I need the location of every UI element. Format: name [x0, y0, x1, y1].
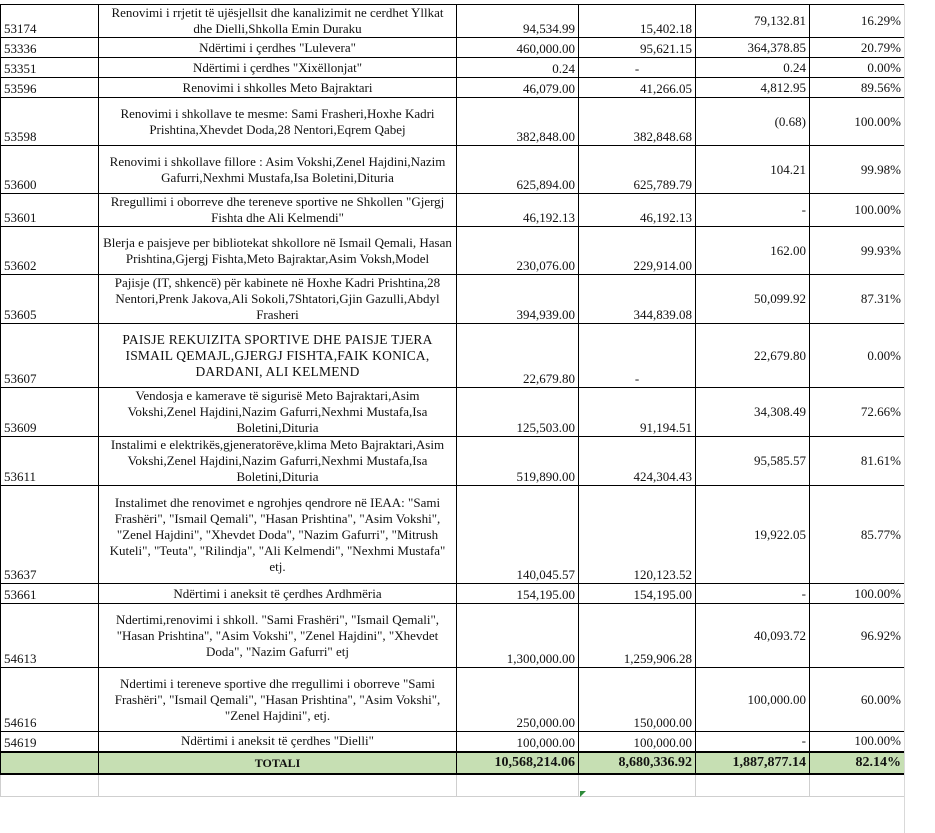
- empty-cell[interactable]: [696, 774, 810, 797]
- project-code-cell[interactable]: 53351: [1, 58, 99, 78]
- empty-cell[interactable]: [1, 774, 99, 797]
- budget-amount-cell[interactable]: 625,894.00: [457, 146, 579, 194]
- execution-percent-cell[interactable]: 20.79%: [810, 38, 905, 58]
- total-row: [1, 752, 905, 774]
- table-row: [1, 275, 905, 324]
- spent-amount-cell[interactable]: 154,195.00: [579, 584, 696, 604]
- budget-amount-cell[interactable]: 394,939.00: [457, 275, 579, 324]
- table-row: [1, 486, 905, 584]
- execution-percent-cell[interactable]: 60.00%: [810, 668, 905, 732]
- execution-percent-cell[interactable]: 100.00%: [810, 194, 905, 227]
- spent-amount-cell[interactable]: 91,194.51: [579, 388, 696, 437]
- project-code-cell[interactable]: 53601: [1, 194, 99, 227]
- total-spent-cell[interactable]: 8,680,336.92: [579, 752, 696, 774]
- project-code-cell[interactable]: 53600: [1, 146, 99, 194]
- total-percent-cell[interactable]: 82.14%: [810, 752, 905, 774]
- spent-amount-cell[interactable]: 15,402.18: [579, 5, 696, 38]
- project-description-cell[interactable]: Instalimi e elektrikës,gjeneratorëve,klima Meto Bajraktari,Asim Vokshi,Zenel Hajdini,Nazim Gafurri,Nexhmi Mustafa,Isa Boletini,Dituria: [99, 437, 457, 486]
- difference-amount-cell[interactable]: 100,000.00: [696, 668, 810, 732]
- spent-amount-cell[interactable]: 46,192.13: [579, 194, 696, 227]
- difference-amount-cell[interactable]: 95,585.57: [696, 437, 810, 486]
- project-description-cell[interactable]: Ndërtimi i aneksit të çerdhes "Dielli": [99, 732, 457, 752]
- project-code-cell[interactable]: 53611: [1, 437, 99, 486]
- spent-amount-cell[interactable]: 344,839.08: [579, 275, 696, 324]
- total-code-cell[interactable]: [1, 752, 99, 774]
- project-description-cell[interactable]: Renovimi i shkollave te mesme: Sami Frasheri,Hoxhe Kadri Prishtina,Xhevdet Doda,28 Nentori,Eqrem Qabej: [99, 98, 457, 146]
- project-description-cell[interactable]: Ndërtimi i çerdhes "Xixëllonjat": [99, 58, 457, 78]
- project-description-cell[interactable]: Rregullimi i oborreve dhe tereneve sportive ne Shkollen "Gjergj Fishta dhe Ali Kelmendi": [99, 194, 457, 227]
- execution-percent-cell[interactable]: 85.77%: [810, 486, 905, 584]
- project-description-cell[interactable]: Renovimi i shkollave fillore : Asim Vokshi,Zenel Hajdini,Nazim Gafurri,Nexhmi Mustafa,Isa Boletini,Dituria: [99, 146, 457, 194]
- error-indicator-marker: [580, 791, 586, 797]
- difference-amount-cell[interactable]: 79,132.81: [696, 5, 810, 38]
- project-code-cell[interactable]: 53637: [1, 486, 99, 584]
- execution-percent-cell[interactable]: 100.00%: [810, 98, 905, 146]
- difference-amount-cell[interactable]: 19,922.05: [696, 486, 810, 584]
- project-description-cell[interactable]: Blerja e paisjeve per bibliotekat shkollore në Ismail Qemali, Hasan Prishtina,Gjergj Fishta,Meto Bajraktar,Asim Voksh,Model: [99, 227, 457, 275]
- table-row: [1, 324, 905, 388]
- budget-amount-cell[interactable]: 46,192.13: [457, 194, 579, 227]
- difference-amount-cell[interactable]: 364,378.85: [696, 38, 810, 58]
- project-code-cell[interactable]: 54619: [1, 732, 99, 752]
- empty-cell[interactable]: [99, 774, 457, 797]
- empty-cell[interactable]: [579, 774, 696, 797]
- table-row: [1, 437, 905, 486]
- difference-amount-cell[interactable]: 22,679.80: [696, 324, 810, 388]
- table-row: [1, 668, 905, 732]
- execution-percent-cell[interactable]: 89.56%: [810, 78, 905, 98]
- execution-percent-cell[interactable]: 99.93%: [810, 227, 905, 275]
- table-row: [1, 388, 905, 437]
- budget-amount-cell[interactable]: 230,076.00: [457, 227, 579, 275]
- spent-amount-cell[interactable]: 95,621.15: [579, 38, 696, 58]
- project-code-cell[interactable]: 53336: [1, 38, 99, 58]
- table-row: [1, 38, 905, 58]
- spent-amount-cell[interactable]: -: [579, 324, 696, 388]
- budget-amount-cell[interactable]: 1,300,000.00: [457, 604, 579, 668]
- execution-percent-cell[interactable]: 96.92%: [810, 604, 905, 668]
- budget-amount-cell[interactable]: 100,000.00: [457, 732, 579, 752]
- project-description-cell[interactable]: Ndertimi,renovimi i shkoll. "Sami Frashëri", "Ismail Qemali", "Hasan Prishtina", "Asim Vokshi", "Zenel Hajdini", "Xhevdet Doda", "Nazim Gafurri" etj: [99, 604, 457, 668]
- spent-amount-cell[interactable]: 229,914.00: [579, 227, 696, 275]
- empty-cell[interactable]: [457, 774, 579, 797]
- budget-amount-cell[interactable]: 94,534.99: [457, 5, 579, 38]
- table-row: [1, 146, 905, 194]
- table-row: [1, 604, 905, 668]
- spent-amount-cell[interactable]: 625,789.79: [579, 146, 696, 194]
- budget-amount-cell[interactable]: 22,679.80: [457, 324, 579, 388]
- project-description-cell[interactable]: Renovimi i rrjetit të ujësjellsit dhe kanalizimit ne cerdhet Yllkat dhe Dielli,Shkolla Emin Duraku: [99, 5, 457, 38]
- spent-amount-cell[interactable]: 424,304.43: [579, 437, 696, 486]
- project-description-cell[interactable]: Ndërtimi i çerdhes "Lulevera": [99, 38, 457, 58]
- difference-amount-cell[interactable]: -: [696, 584, 810, 604]
- execution-percent-cell[interactable]: 0.00%: [810, 324, 905, 388]
- empty-row: [1, 774, 905, 797]
- difference-amount-cell[interactable]: 50,099.92: [696, 275, 810, 324]
- difference-amount-cell[interactable]: 162.00: [696, 227, 810, 275]
- execution-percent-cell[interactable]: 16.29%: [810, 5, 905, 38]
- project-code-cell[interactable]: 53602: [1, 227, 99, 275]
- project-description-cell[interactable]: Renovimi i shkolles Meto Bajraktari: [99, 78, 457, 98]
- table-row: [1, 58, 905, 78]
- table-row: [1, 98, 905, 146]
- project-description-cell[interactable]: Pajisje (IT, shkencë) për kabinete në Hoxhe Kadri Prishtina,28 Nentori,Prenk Jakova,Ali Sokoli,7Shtatori,Gjin Gazulli,Abdyl Frasheri: [99, 275, 457, 324]
- difference-amount-cell[interactable]: 34,308.49: [696, 388, 810, 437]
- budget-amount-cell[interactable]: 140,045.57: [457, 486, 579, 584]
- project-code-cell[interactable]: 54616: [1, 668, 99, 732]
- difference-amount-cell[interactable]: 104.21: [696, 146, 810, 194]
- total-difference-cell[interactable]: 1,887,877.14: [696, 752, 810, 774]
- budget-amount-cell[interactable]: 382,848.00: [457, 98, 579, 146]
- difference-amount-cell[interactable]: (0.68): [696, 98, 810, 146]
- table-row: [1, 732, 905, 752]
- execution-percent-cell[interactable]: 72.66%: [810, 388, 905, 437]
- total-label-cell[interactable]: TOTALI: [99, 752, 457, 774]
- project-code-cell[interactable]: 53174: [1, 5, 99, 38]
- budget-amount-cell[interactable]: 519,890.00: [457, 437, 579, 486]
- project-code-cell[interactable]: 53598: [1, 98, 99, 146]
- budget-amount-cell[interactable]: 125,503.00: [457, 388, 579, 437]
- difference-amount-cell[interactable]: -: [696, 732, 810, 752]
- execution-percent-cell[interactable]: 100.00%: [810, 584, 905, 604]
- project-code-cell[interactable]: 53596: [1, 78, 99, 98]
- difference-amount-cell[interactable]: 40,093.72: [696, 604, 810, 668]
- table-row: [1, 78, 905, 98]
- project-description-cell[interactable]: Ndërtimi i aneksit të çerdhes Ardhmëria: [99, 584, 457, 604]
- project-code-cell[interactable]: 53607: [1, 324, 99, 388]
- budget-amount-cell[interactable]: 0.24: [457, 58, 579, 78]
- spent-amount-cell[interactable]: 41,266.05: [579, 78, 696, 98]
- budget-amount-cell[interactable]: 46,079.00: [457, 78, 579, 98]
- column-gridline: [904, 4, 905, 833]
- table-row: [1, 194, 905, 227]
- spent-amount-cell[interactable]: -: [579, 58, 696, 78]
- difference-amount-cell[interactable]: 4,812.95: [696, 78, 810, 98]
- project-code-cell[interactable]: 53661: [1, 584, 99, 604]
- spent-amount-cell[interactable]: 150,000.00: [579, 668, 696, 732]
- spent-amount-cell[interactable]: 100,000.00: [579, 732, 696, 752]
- capital-projects-table: [0, 4, 905, 797]
- budget-amount-cell[interactable]: 460,000.00: [457, 38, 579, 58]
- spent-amount-cell[interactable]: 120,123.52: [579, 486, 696, 584]
- spent-amount-cell[interactable]: 382,848.68: [579, 98, 696, 146]
- empty-cell[interactable]: [810, 774, 905, 797]
- project-description-cell[interactable]: PAISJE REKUIZITA SPORTIVE DHE PAISJE TJERA ISMAIL QEMAJL,GJERGJ FISHTA,FAIK KONICA, DARDANI, ALI KELMEND: [99, 324, 457, 388]
- table-row: [1, 227, 905, 275]
- spent-amount-cell[interactable]: 1,259,906.28: [579, 604, 696, 668]
- budget-amount-cell[interactable]: 154,195.00: [457, 584, 579, 604]
- execution-percent-cell[interactable]: 0.00%: [810, 58, 905, 78]
- project-code-cell[interactable]: 54613: [1, 604, 99, 668]
- project-description-cell[interactable]: Ndertimi i tereneve sportive dhe rregullimi i oborreve "Sami Frashëri", "Ismail Qemali", "Hasan Prishtina", "Asim Vokshi", "Zenel Hajdini", etj.: [99, 668, 457, 732]
- execution-percent-cell[interactable]: 87.31%: [810, 275, 905, 324]
- table-row: [1, 584, 905, 604]
- difference-amount-cell[interactable]: 0.24: [696, 58, 810, 78]
- project-description-cell[interactable]: Instalimet dhe renovimet e ngrohjes qendrore në IEAA: "Sami Frashëri", "Ismail Qemali", "Hasan Prishtina", "Asim Vokshi", "Zenel Hajdini", "Xhevdet Doda", "Nazim Gafurri", "Mitrush Kuteli", "Teuta", "Rilindja", "Ali Kelmendi", "Nexhmi Mustafa" etj.: [99, 486, 457, 584]
- execution-percent-cell[interactable]: 99.98%: [810, 146, 905, 194]
- table-body: [1, 5, 905, 752]
- difference-amount-cell[interactable]: -: [696, 194, 810, 227]
- total-budget-cell[interactable]: 10,568,214.06: [457, 752, 579, 774]
- project-description-cell[interactable]: Vendosja e kamerave të sigurisë Meto Bajraktari,Asim Vokshi,Zenel Hajdini,Nazim Gafurri,Nexhmi Mustafa,Isa Boletini,Dituria: [99, 388, 457, 437]
- project-code-cell[interactable]: 53609: [1, 388, 99, 437]
- project-code-cell[interactable]: 53605: [1, 275, 99, 324]
- execution-percent-cell[interactable]: 100.00%: [810, 732, 905, 752]
- table-row: [1, 5, 905, 38]
- budget-amount-cell[interactable]: 250,000.00: [457, 668, 579, 732]
- execution-percent-cell[interactable]: 81.61%: [810, 437, 905, 486]
